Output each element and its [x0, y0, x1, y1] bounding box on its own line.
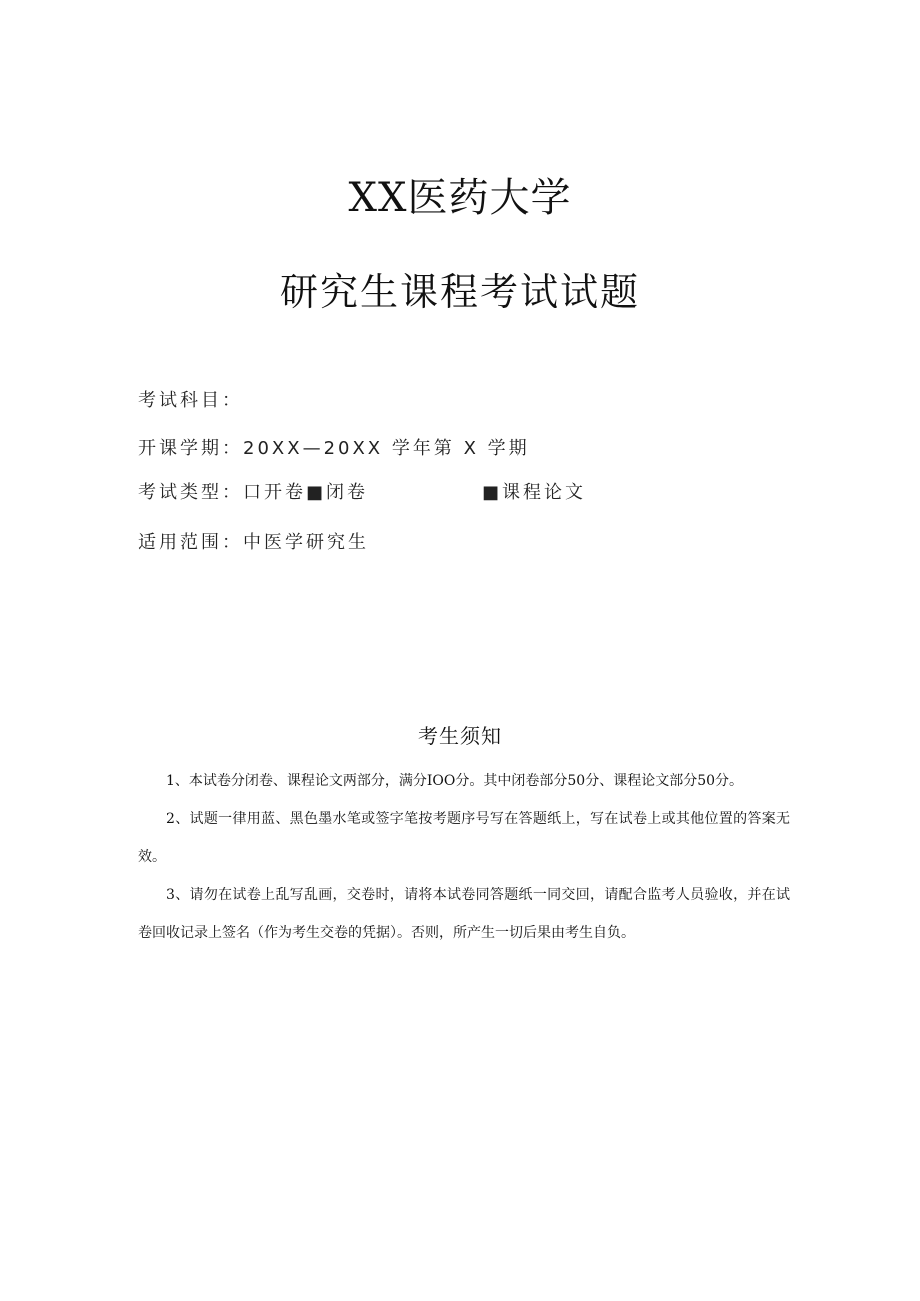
subject-label: 考试科目：: [138, 390, 243, 411]
university-name: XX医药大学: [348, 175, 572, 221]
term-value: 20XX—20XX 学年第 X 学期: [243, 438, 530, 459]
subject-row: [138, 388, 243, 414]
exam-type-closed-option: ■闭卷: [306, 482, 369, 503]
notice-body: [138, 762, 790, 952]
notice-title: 考生须知: [418, 724, 502, 748]
exam-title: 研究生课程考试试题: [279, 270, 640, 314]
term-label: 开课学期：: [138, 438, 243, 459]
scope-row: [138, 530, 369, 556]
scope-value: 中医学研究生: [243, 532, 369, 553]
notice-item: 3、请勿在试卷上乱写乱画，交卷时，请将本试卷同答题纸一同交回，请配合监考人员验收，并在试卷回收记录上签名（作为考生交卷的凭据）。否则，所产生一切后果由考生自负。: [138, 887, 790, 941]
exam-type-open-option: 口开卷: [243, 482, 306, 503]
exam-type-row: [138, 480, 587, 506]
scope-label: 适用范围：: [138, 532, 243, 553]
notice-item: 2、试题一律用蓝、黑色墨水笔或签字笔按考题序号写在答题纸上，写在试卷上或其他位置的答案无效。: [138, 811, 790, 865]
exam-type-thesis-option: ■课程论文: [482, 482, 587, 503]
term-row: [138, 436, 530, 462]
notice-item: 1、本试卷分闭卷、课程论文两部分，满分IOO分。其中闭卷部分50分、课程论文部分50分。: [166, 773, 744, 789]
exam-type-label: 考试类型：: [138, 482, 243, 503]
